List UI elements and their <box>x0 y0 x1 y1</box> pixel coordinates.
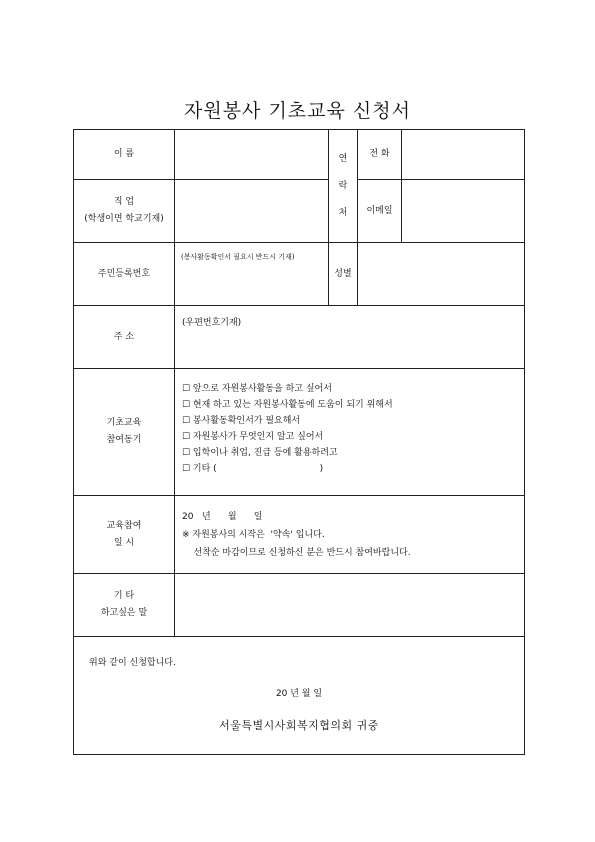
motive-option[interactable]: ☐ 현재 하고 있는 자원봉사활동에 도움이 되기 위해서 <box>182 400 393 410</box>
edu-date-content <box>175 496 525 574</box>
motive-option[interactable]: ☐ 자원봉사가 무엇인지 알고 싶어서 <box>182 432 324 442</box>
motive-option[interactable]: ☐ 앞으로 자원봉사활동을 하고 싶어서 <box>182 384 332 394</box>
name-label: 이 름 <box>74 130 175 180</box>
motive-options <box>175 369 525 496</box>
edu-date-line: 20 년 월 일 <box>182 512 263 522</box>
phone-field[interactable] <box>402 130 525 180</box>
job-label: 직 업 (학생이면 학교기재) <box>74 180 175 243</box>
resident-id-field[interactable] <box>175 243 329 306</box>
edu-date-label: 교육참여 일 시 <box>74 496 175 574</box>
etc-label: 기 타 하고싶은 말 <box>74 574 175 637</box>
address-label: 주 소 <box>74 306 175 369</box>
edu-notice-line: ※ 자원봉사의 시작은 '약속' 입니다. <box>182 530 325 540</box>
motive-option[interactable]: ☐ 봉사활동확인서가 필요해서 <box>182 416 301 426</box>
form-title: 자원봉사 기초교육 신청서 <box>184 100 411 122</box>
job-field[interactable] <box>175 180 329 243</box>
email-label: 이메일 <box>358 180 402 243</box>
address-field[interactable] <box>175 306 525 369</box>
declaration-text: 위와 같이 신청합니다. <box>89 658 176 668</box>
gender-field[interactable] <box>358 243 525 306</box>
sign-date: 20 년 월 일 <box>275 689 323 699</box>
organization-name: 서울특별시사회복지협의회 귀중 <box>219 719 379 732</box>
resident-id-label: 주민등록번호 <box>74 243 175 306</box>
signature-section <box>74 637 525 755</box>
etc-field[interactable] <box>175 574 525 637</box>
motive-option[interactable]: ☐ 기타 ( ) <box>182 464 324 474</box>
resident-id-note: (봉사활동확인서 필요시 반드시 기재) <box>181 253 295 261</box>
gender-label: 성별 <box>329 243 358 306</box>
address-note: (우편번호기재) <box>182 318 242 328</box>
name-field[interactable] <box>175 130 329 180</box>
contact-label: 연 락 처 <box>329 130 358 243</box>
edu-notice-line: 선착순 마감이므로 신청하신 분은 반드시 참여바랍니다. <box>182 548 411 558</box>
motive-label: 기초교육 참여동기 <box>74 369 175 496</box>
motive-option[interactable]: ☐ 입학이나 취업, 진급 등에 활용하려고 <box>182 448 338 458</box>
phone-label: 전 화 <box>358 130 402 180</box>
email-field[interactable] <box>402 180 525 243</box>
application-form <box>73 129 525 755</box>
